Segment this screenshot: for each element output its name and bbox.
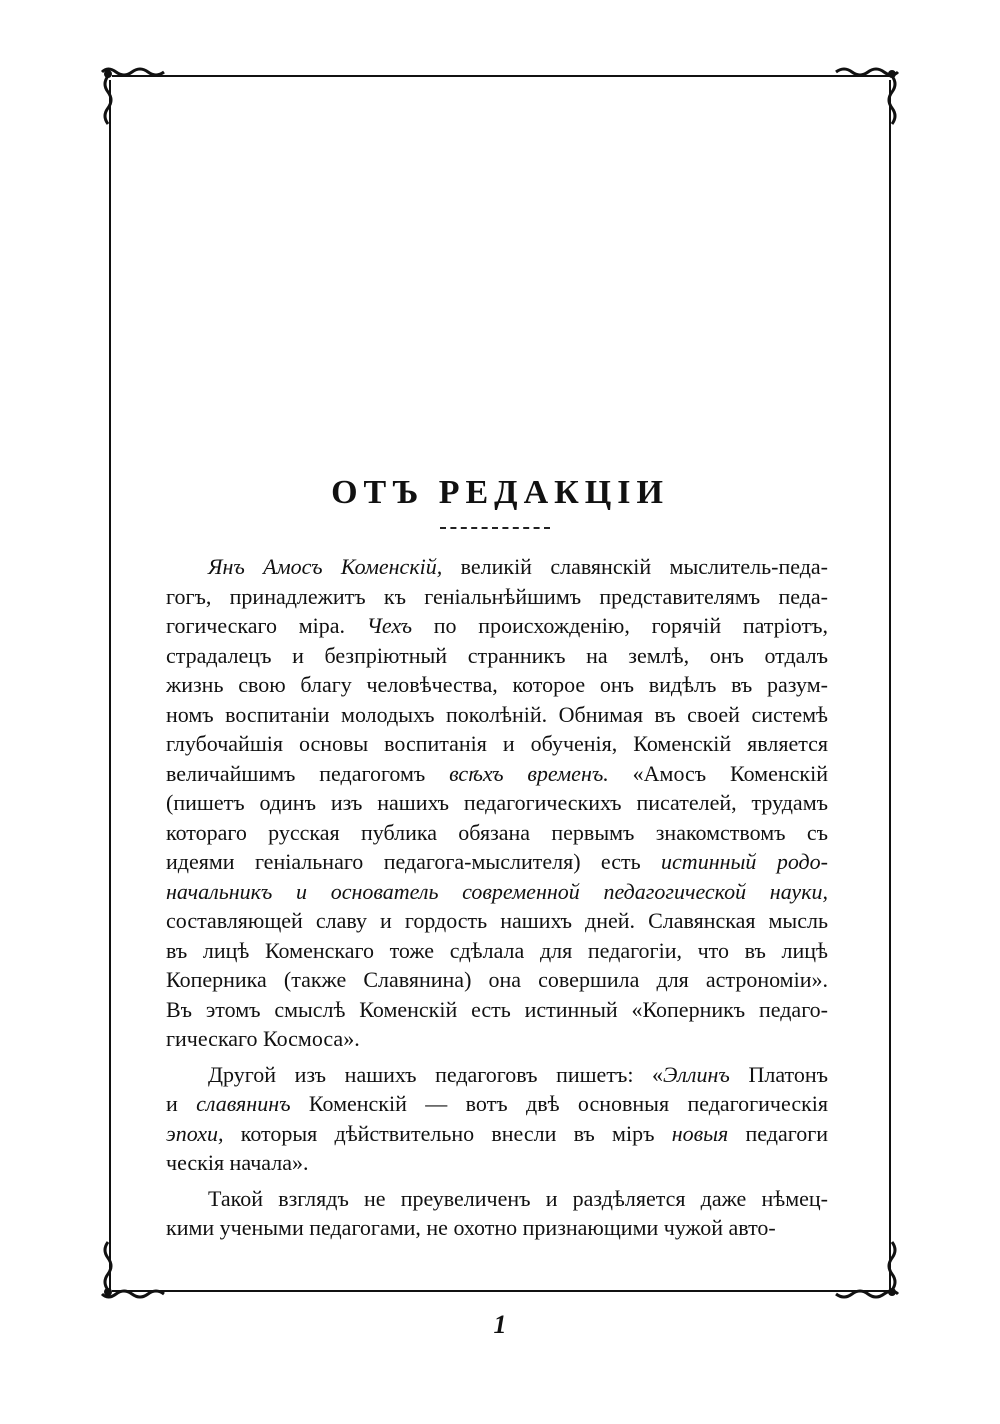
text-line: (пишетъ одинъ изъ нашихъ педагогическихъ писателей, трудамъ <box>166 790 828 815</box>
page-number: 1 <box>493 1310 507 1339</box>
frame-right-rule <box>889 80 891 1290</box>
text-line: гогическаго міра. Чехъ по происхожденію, горячій патріотъ, <box>166 613 828 638</box>
text-line: номъ воспитаніи молодыхъ поколѣній. Обнимая въ своей системѣ <box>166 701 828 727</box>
text-line: Коперника (также Славянина) она совершила для астрономіи». <box>166 967 828 992</box>
corner-ornament-bottom-left <box>98 1236 178 1306</box>
paragraph <box>166 552 828 1054</box>
frame-top-rule <box>112 75 890 77</box>
text-line: эпохи, которыя дѣйствительно внесли въ міръ новыя педагоги <box>166 1120 828 1146</box>
text-line: и славянинъ Коменскій — вотъ двѣ основныя педагогическія <box>166 1091 828 1116</box>
frame-left-rule <box>109 80 111 1290</box>
text-line: котораго русская публика обязана первымъ знакомствомъ съ <box>166 819 828 845</box>
text-line: Янъ Амосъ Коменскій, великій славянскій мыслитель-педа- <box>208 554 829 579</box>
text-line: Въ этомъ смыслѣ Коменскій есть истинный «Коперникъ педаго- <box>166 996 828 1022</box>
text-line: ческія начала». <box>166 1150 309 1175</box>
text-line: кими учеными педагогами, не охотно признающими чужой авто- <box>166 1215 776 1240</box>
text-line: начальникъ и основатель современной педагогической науки, <box>166 878 828 904</box>
frame-bottom-rule <box>112 1290 890 1292</box>
body-text <box>166 552 828 1243</box>
text-line: страдалецъ и безпріютный странникъ на землѣ, онъ отдалъ <box>166 642 828 668</box>
corner-ornament-bottom-right <box>822 1236 902 1306</box>
text-line: Такой взглядъ не преувеличенъ и раздѣляется даже нѣмец- <box>208 1185 828 1211</box>
heading-divider <box>440 527 550 529</box>
paragraph <box>166 1184 828 1243</box>
text-line: въ лицѣ Коменскаго тоже сдѣлала для педагогіи, что въ лицѣ <box>166 937 828 963</box>
paragraph <box>166 1060 828 1178</box>
text-line: жизнь свою благу человѣчества, которое онъ видѣлъ въ разум- <box>166 672 828 697</box>
text-line: глубочайшія основы воспитанія и обученія, Коменскій является <box>166 731 828 756</box>
text-line: составляющей славу и гордость нашихъ дней. Славянская мысль <box>166 908 828 933</box>
corner-ornament-top-right <box>822 62 902 132</box>
text-line: гогъ, принадлежитъ къ геніальнѣйшимъ представителямъ педа- <box>166 583 828 609</box>
text-line: гическаго Космоса». <box>166 1026 360 1051</box>
section-heading: ОТЪ РЕДАКЦІИ <box>331 474 669 511</box>
corner-ornament-top-left <box>98 62 178 132</box>
text-line: Другой изъ нашихъ педагоговъ пишетъ: «Эллинъ Платонъ <box>208 1061 828 1087</box>
text-line: величайшимъ педагогомъ всѣхъ временъ. «Амосъ Коменскій <box>166 760 828 786</box>
text-line: идеями геніальнаго педагога-мыслителя) есть истинный родо- <box>166 849 828 874</box>
